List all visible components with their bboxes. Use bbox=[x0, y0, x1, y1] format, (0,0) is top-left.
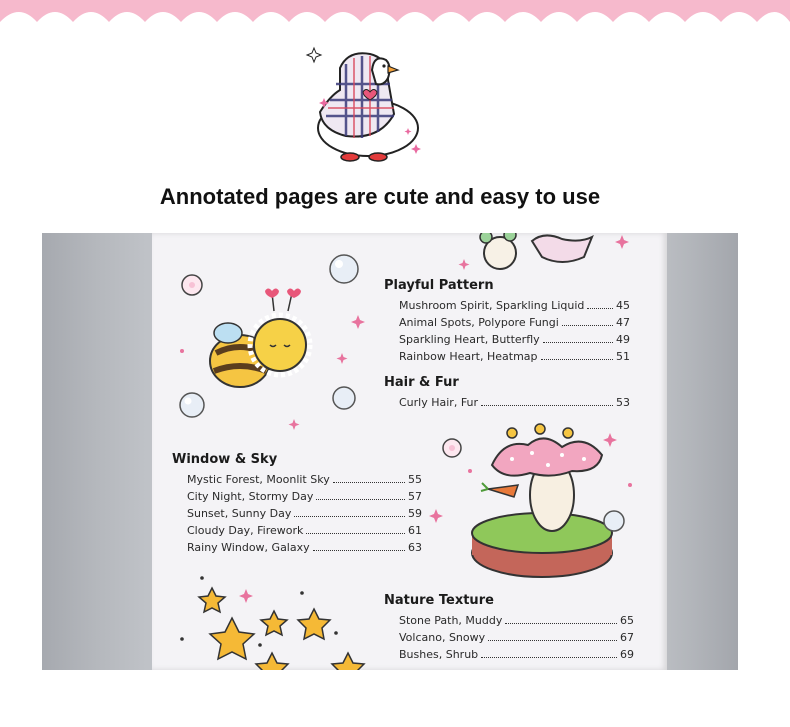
entry-label: Cloudy Day, Firework bbox=[187, 524, 304, 537]
section-title: Hair & Fur bbox=[384, 375, 459, 390]
flower-icon bbox=[182, 275, 202, 295]
entry-label: City Night, Stormy Day bbox=[187, 490, 314, 503]
entry-page: 57 bbox=[408, 490, 422, 503]
entry-page: 69 bbox=[620, 648, 634, 661]
entry-label: Curly Hair, Fur bbox=[399, 396, 479, 409]
entry-page: 59 bbox=[408, 507, 422, 520]
toc-entry bbox=[399, 314, 630, 331]
section-title: Window & Sky bbox=[172, 452, 278, 467]
entry-label: Mystic Forest, Moonlit Sky bbox=[187, 473, 330, 486]
toc-entry bbox=[187, 505, 422, 522]
toc-entry bbox=[399, 394, 630, 411]
toc-entry bbox=[187, 471, 422, 488]
gold-stars-icon bbox=[199, 588, 364, 670]
entry-label: Bushes, Shrub bbox=[399, 648, 479, 661]
toc-entry bbox=[399, 297, 630, 314]
entry-page: 65 bbox=[620, 614, 634, 627]
entry-page: 45 bbox=[616, 299, 630, 312]
mushroom-creature-icon bbox=[472, 424, 612, 577]
entry-page: 67 bbox=[620, 631, 634, 644]
toc-entry bbox=[399, 629, 634, 646]
section-title: Playful Pattern bbox=[384, 278, 494, 293]
toc-section-playful-pattern bbox=[384, 278, 630, 365]
toc-entry bbox=[399, 348, 630, 365]
entry-page: 47 bbox=[616, 316, 630, 329]
entry-label: Mushroom Spirit, Sparkling Liquid bbox=[399, 299, 585, 312]
toc-entry bbox=[399, 646, 634, 663]
entry-page: 49 bbox=[616, 333, 630, 346]
toc-entry bbox=[187, 488, 422, 505]
entry-label: Rainbow Heart, Heatmap bbox=[399, 350, 538, 363]
book-page bbox=[152, 233, 667, 670]
entry-page: 51 bbox=[616, 350, 630, 363]
entry-page: 55 bbox=[408, 473, 422, 486]
scalloped-border bbox=[0, 0, 790, 36]
flower-icon bbox=[443, 439, 461, 457]
bee-icon bbox=[210, 289, 310, 388]
toc-entry bbox=[399, 612, 634, 629]
entry-page: 61 bbox=[408, 524, 422, 537]
toc-entry bbox=[187, 539, 422, 556]
section-title: Nature Texture bbox=[384, 593, 494, 608]
entry-label: Volcano, Snowy bbox=[399, 631, 486, 644]
book-photo bbox=[42, 233, 738, 670]
entry-page: 53 bbox=[616, 396, 630, 409]
ghost-creature-icon bbox=[532, 235, 592, 262]
entry-label: Rainy Window, Galaxy bbox=[187, 541, 310, 554]
entry-label: Stone Path, Muddy bbox=[399, 614, 503, 627]
toc-section-hair-fur bbox=[384, 375, 630, 411]
entry-label: Animal Spots, Polypore Fungi bbox=[399, 316, 559, 329]
radish-creature-icon bbox=[480, 233, 516, 269]
entry-label: Sparkling Heart, Butterfly bbox=[399, 333, 540, 346]
toc-entry bbox=[399, 331, 630, 348]
toc-section-nature-texture bbox=[384, 593, 634, 663]
toc-section-window-sky bbox=[172, 452, 422, 556]
toc-entry bbox=[187, 522, 422, 539]
goose-in-plaid-cape-icon bbox=[300, 40, 435, 170]
entry-page: 63 bbox=[408, 541, 422, 554]
entry-label: Sunset, Sunny Day bbox=[187, 507, 292, 520]
headline: Annotated pages are cute and easy to use bbox=[159, 184, 601, 209]
